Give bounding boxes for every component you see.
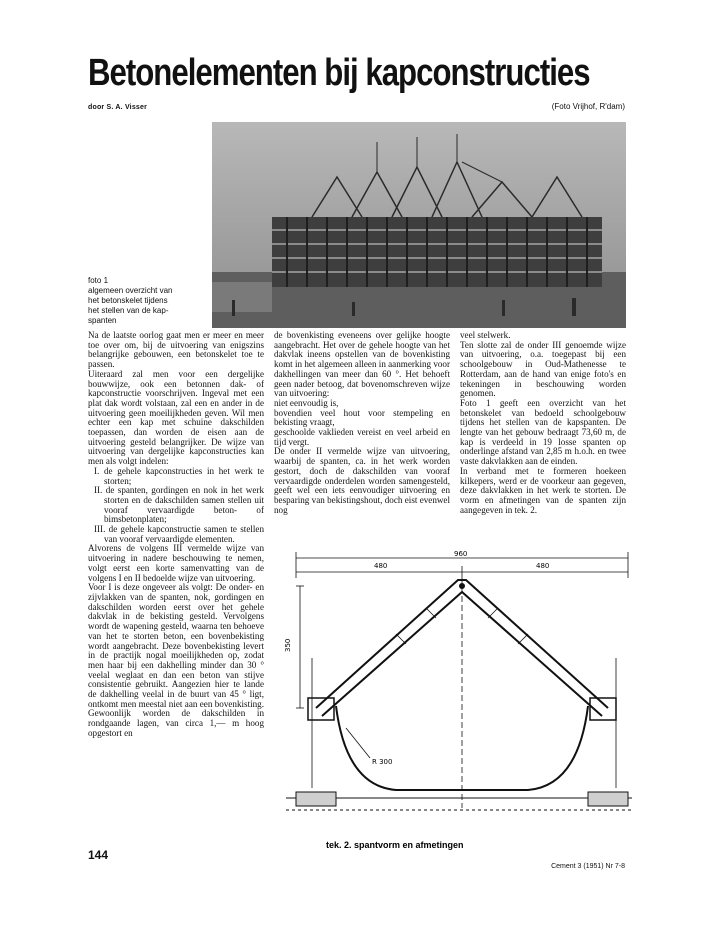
list-item: II. de spanten, gordingen en nok in het werk storten en de dakschilden samen stellen uit vooraf vervaardigde beton- of bimsbetonplaten; xyxy=(94,485,264,525)
radius-label: R 300 xyxy=(372,758,393,766)
truss-drawing-svg xyxy=(286,548,632,858)
paragraph: De onder II vermelde wijze van uitvoering, waarbij de spanten, ca. in het werk worden gestort, doch de dakschilden van vooraf vervaardigde onderdelen worden samengesteld, geeft wel een iets eenvoudiger uitvoering en besparing van bekistingshout, doch eist evenwel nog xyxy=(274,446,450,515)
construction-photo-illustration xyxy=(212,122,626,328)
dimension-right: 480 xyxy=(536,562,550,570)
paragraph: Alvorens de volgens III vermelde wijze van uitvoering in nadere beschouwing te nemen, volgt eerst een korte samenvatting van de volgens I en II bedoelde wijze van uitvoering. xyxy=(88,543,264,583)
list-item: niet eenvoudig is, xyxy=(274,397,339,408)
list-item: geschoolde vaklieden vereist en veel arbeid en tijd vergt. xyxy=(274,427,450,447)
text-column-1 xyxy=(88,331,264,739)
list-item: III. de gehele kapconstructie samen te stellen van vooraf vervaardigde elementen. xyxy=(94,524,264,544)
truss-drawing xyxy=(286,548,632,858)
journal-reference: Cement 3 (1951) Nr 7-8 xyxy=(551,863,625,870)
dimension-left: 480 xyxy=(374,562,388,570)
dimension-height: 350 xyxy=(284,638,292,652)
construction-photo xyxy=(212,122,626,328)
text-column-2 xyxy=(274,331,450,515)
article-author: door S. A. Visser xyxy=(88,104,148,111)
paragraph: Ten slotte zal de onder III genoemde wijze van uitvoering, o.a. toegepast bij een schoolgebouw in Oud-Mathenesse te Rotterdam, aan de hand van enige foto's en tekeningen in beschouwing worden genomen. xyxy=(460,339,626,399)
drawing-caption: tek. 2. spantvorm en afmetingen xyxy=(326,840,464,850)
paragraph: Voor I is deze ongeveer als volgt: De onder- en zijvlakken van de spanten, nok, gordingen en dakschilden worden eerst over het gehele dakvlak in de bekisting gesteld. Vervolgens wordt de wapening gesteld, waarna ten behoeve van het te storten beton, een bovenbekisting wordt aangebracht. Deze bovenbekisting levert in de practijk nogal moeilijkheden op, zodat men haar bij een dakhelling minder dan 30 ° veelal weglaat en dan een beton van stijve consistentie gebruikt. Aangezien hier te lande de dakhelling veelal in de buurt van 45 ° ligt, ontkomt men meestal niet aan een bovenkisting. Gewoonlijk worden de dakschilden in rondgaande lagen, van circa 1,— m hoog opgestort en xyxy=(88,582,264,738)
list-item: I. de gehele kapconstructies in het werk te storten; xyxy=(94,465,264,486)
paragraph: In verband met te formeren hoekeen kilkepers, werd er de voorkeur aan gegeven, deze dakvlakken in het werk te storten. De vorm en afmetingen van de spanten zijn aangegeven in tek. 2. xyxy=(460,465,626,515)
page-number: 144 xyxy=(88,848,109,862)
dimension-total: 960 xyxy=(454,550,468,558)
paragraph: de bovenkisting eveneens over gelijke hoogte aangebracht. Het over de gehele hoogte van het dakvlak ineens opstellen van de bovenkisting komt in het algemeen alleen in aanmerking voor dakhellingen van meer dan 60 °. Het behoeft geen nader betoog, dat bovenomschreven wijze van uitvoering: xyxy=(274,330,451,399)
photo-credit: (Foto Vrijhof, R'dam) xyxy=(551,102,625,111)
paragraph: Foto 1 geeft een overzicht van het betonskelet van bedoeld schoolgebouw tijdens het stellen van de kapspanten. De lengte van het gebouw bedraagt 73,60 m, de kap is verdeeld in 19 losse spanten op onderlinge afstand van 2,85 m h.o.h. en twee vaste dakvlakken aan de einden. xyxy=(460,397,626,467)
paragraph: Uiteraard zal men voor een dergelijke bouwwijze, ook een betonnen dak- of kapconstructie voorschrijven. Ingeval met een plat dak wordt volstaan, zal een en ander in de uitvoering geen moeilijkheden geven. Wil men echter een kap met schuine dakschilden toepassen, dan worden de eisen aan de uitvoering gesteld belangrijker. De wijze van uitvoering van dergelijke kapconstructies kan men als volgt indelen: xyxy=(88,368,264,467)
photo-caption xyxy=(88,276,206,326)
list-item: bovendien veel hout voor stempeling en bekisting vraagt, xyxy=(274,407,450,428)
photo-caption-text: foto 1 algemeen overzicht van het betonskelet tijdens het stellen van de kap- spanten xyxy=(88,276,173,325)
article-title: Betonelementen bij kapconstructies xyxy=(88,52,590,94)
text-column-3 xyxy=(460,331,626,515)
paragraph: Na de laatste oorlog gaat men er meer en meer toe over om, bij de uitvoering van enigszins belangrijke gebouwen, een betonskelet toe te passen. xyxy=(88,330,264,370)
paragraph: veel stelwerk. xyxy=(460,330,511,340)
